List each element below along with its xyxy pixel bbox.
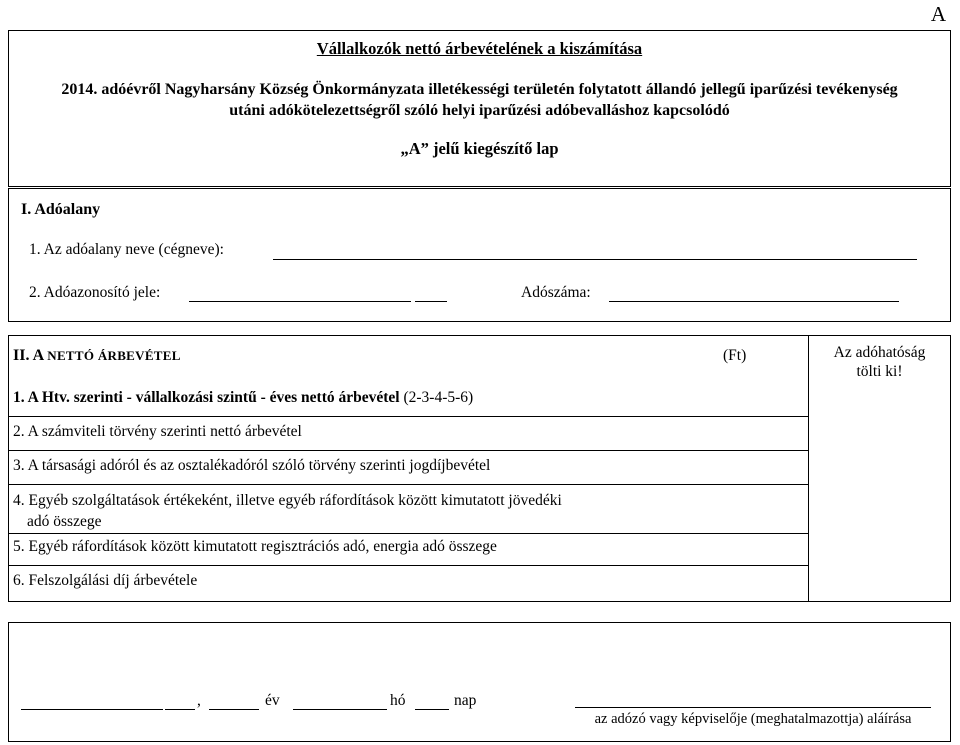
taxpayer-name-field[interactable] xyxy=(273,259,917,260)
row-divider xyxy=(9,484,808,485)
row-1-rest: (2-3-4-5-6) xyxy=(399,389,474,406)
adoalany-section xyxy=(8,188,951,322)
row-3: 3. A társasági adóról és az osztalékadóról szóló törvény szerinti jogdíjbevétel xyxy=(13,457,491,474)
authority-note-line-1: Az adóhatóság xyxy=(833,344,926,361)
intro-line-1: 2014. adóévről Nagyharsány Község Önkormányzata illetékességi területén folytatott állandó jellegű iparűzési tevékenység xyxy=(61,81,898,98)
netto-heading-rest: NETTÓ ÁRBEVÉTEL xyxy=(47,348,181,363)
netto-heading xyxy=(13,347,181,365)
month-label: hó xyxy=(390,692,406,709)
day-field[interactable] xyxy=(415,709,449,710)
row-2: 2. A számviteli törvény szerinti nettó árbevétel xyxy=(13,423,302,440)
signature-box xyxy=(8,622,951,742)
row-divider xyxy=(9,533,808,534)
unit-label: (Ft) xyxy=(723,347,747,364)
tax-id-field-suffix[interactable] xyxy=(415,301,447,302)
netto-heading-prefix: II. A xyxy=(13,347,44,364)
signature-field[interactable] xyxy=(575,707,931,708)
row-5: 5. Egyéb ráfordítások között kimutatott regisztrációs adó, energia adó összege xyxy=(13,538,497,555)
tax-number-label: Adószáma: xyxy=(521,284,591,301)
comma-separator: , xyxy=(197,692,201,709)
row-divider xyxy=(9,450,808,451)
taxpayer-name-label: 1. Az adóalany neve (cégneve): xyxy=(29,241,224,258)
row-4-line-2: adó összege xyxy=(27,513,102,530)
intro-line-2: utáni adókötelezettségről szóló helyi iparűzési adóbevalláshoz kapcsolódó xyxy=(229,102,730,119)
intro-text xyxy=(9,79,950,121)
place-field[interactable] xyxy=(21,709,163,710)
row-1-bold: 1. A Htv. szerinti - vállalkozási szintű - éves nettó árbevétel xyxy=(13,389,400,406)
day-label: nap xyxy=(454,692,477,709)
adoalany-heading: I. Adóalany xyxy=(21,201,101,218)
year-label: év xyxy=(265,692,280,709)
tax-id-label: 2. Adóazonosító jele: xyxy=(29,284,161,301)
tax-number-field[interactable] xyxy=(609,301,899,302)
row-1 xyxy=(13,389,473,407)
form-title: Vállalkozók nettó árbevételének a kiszámítása xyxy=(316,39,643,58)
row-6: 6. Felszolgálási díj árbevétele xyxy=(13,572,198,589)
form-letter: A xyxy=(930,2,946,26)
month-field[interactable] xyxy=(293,709,387,710)
netto-arbevetel-section xyxy=(8,335,951,602)
place-field-suffix[interactable] xyxy=(165,709,195,710)
row-divider xyxy=(9,416,808,417)
year-field[interactable] xyxy=(209,709,259,710)
signature-caption: az adózó vagy képviselője (meghatalmazottja) aláírása xyxy=(594,711,912,727)
form-subtitle: „A” jelű kiegészítő lap xyxy=(400,139,559,158)
tax-id-field[interactable] xyxy=(189,301,411,302)
authority-note-line-2: tölti ki! xyxy=(856,363,903,380)
row-4-line-1: 4. Egyéb szolgáltatások értékeként, illetve egyéb ráfordítások között kimutatott jövedéki xyxy=(13,492,562,509)
authority-note xyxy=(808,343,951,381)
header-box xyxy=(8,30,951,187)
row-divider xyxy=(9,565,808,566)
